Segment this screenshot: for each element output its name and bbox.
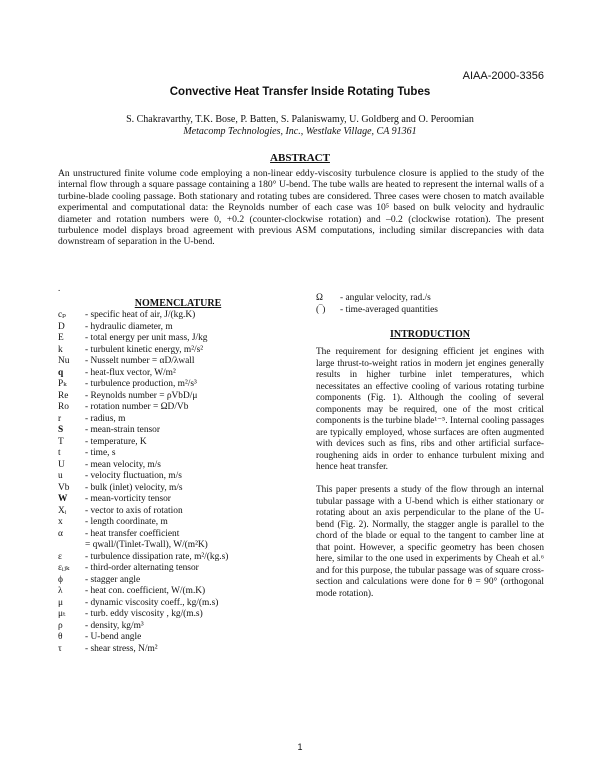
- paper-id: AIAA-2000-3356: [462, 70, 544, 82]
- nom-row: [58, 402, 298, 414]
- nom-row: [58, 621, 298, 633]
- nom-symbol: ρ: [58, 620, 63, 631]
- nom-definition: - turbulence production, m²/s³: [85, 379, 197, 389]
- nom-definition: - bulk (inlet) velocity, m/s: [85, 482, 183, 493]
- nom-symbol: θ: [58, 632, 63, 642]
- introduction-paragraph-2: This paper presents a study of the flow through an internal tubular passage with a U-bend which is either stationary or rotating about an axis perpendicular to the plane of the U-bend (Fig. 2). Normally, the stagger angle is parallel to the chord of the blade or equal to the tangent to camber line at that point. However, a specific geometry has been chosen here, similar to the one used in experiments by Cheah et al.⁶ and for this purpose, the tubular passage was of square cross-section and calculations were done for θ = 90° (orthogonal mode rotation).: [316, 485, 544, 599]
- nomenclature-list: [58, 310, 298, 655]
- nom-symbol: U: [58, 459, 65, 470]
- nom-definition: - shear stress, N/m²: [85, 643, 158, 654]
- nom-row: [58, 379, 298, 391]
- nom-definition: - radius, m: [85, 413, 126, 424]
- nom-row: [58, 517, 298, 529]
- abstract-heading: ABSTRACT: [270, 152, 330, 164]
- nom-row: [58, 448, 298, 460]
- introduction-heading: INTRODUCTION: [389, 329, 470, 340]
- nom-row: [58, 310, 298, 322]
- nom-row: [58, 368, 298, 380]
- nom-row: [58, 471, 298, 483]
- nom-symbol: ε: [58, 551, 62, 562]
- nomenclature-heading: NOMENCLATURE: [134, 298, 222, 309]
- nom-symbol: α: [58, 528, 63, 539]
- nom-row: [58, 609, 298, 621]
- nom-row: [58, 345, 298, 357]
- page-number: 1: [297, 742, 303, 752]
- nom-symbol: t: [58, 448, 61, 458]
- nom-row: [58, 575, 298, 587]
- nom-row: [58, 425, 298, 437]
- nom-symbol: τ: [58, 643, 62, 654]
- nom-definition: - hydraulic diameter, m: [85, 321, 173, 332]
- nom-row: [58, 598, 298, 610]
- nom-definition: - temperature, K: [85, 436, 147, 447]
- nom-definition: - turb. eddy viscosity , kg/(m.s): [85, 609, 203, 619]
- nom-definition: - mean-strain tensor: [85, 425, 160, 435]
- nom-definition: - turbulent kinetic energy, m²/s²: [85, 344, 204, 355]
- nom-symbol: Xᵢ: [58, 505, 67, 516]
- nom-definition: - rotation number = ΩD/Vb: [85, 402, 189, 412]
- nom-row: [58, 414, 298, 426]
- nom-definition: - mean-vorticity tensor: [85, 494, 171, 504]
- nom-symbol: ϕ: [58, 574, 63, 585]
- abstract-text: An unstructured finite volume code employing a non-linear eddy-viscosity turbulence closure is applied to the study of the internal flow through a square passage containing a 180° U-bend. The tube walls are heated to represent the internal walls of a turbine-blade cooling passage. Both stationary and rotating tubes are considered. Three cases were chosen to match available experimental and computational data: the Reynolds number of each case was 10⁵ based on bulk velocity and hydraulic diameter and rotation numbers were 0, +0.2 (counter-clockwise rotation) and –0.2 (clockwise rotation). The present turbulence model displays broad agreement with previous ASM computations, including similar discrepancies with data downstream of separation in the U-bend.: [58, 168, 544, 248]
- nom-symbol: T: [58, 436, 64, 447]
- nom-symbol: x: [58, 517, 63, 527]
- nom-definition: - stagger angle: [85, 574, 141, 585]
- nom-row: [58, 632, 298, 644]
- nomenclature-right: [316, 293, 438, 316]
- nom-definition: - dynamic viscosity coeff., kg/(m.s): [85, 597, 219, 608]
- nom-row: [58, 322, 298, 334]
- nom-row: [58, 483, 298, 495]
- nom-definition: - turbulence dissipation rate, m²/(kg.s): [85, 551, 229, 562]
- nom-definition: - mean velocity, m/s: [85, 459, 161, 470]
- nom-symbol: k: [58, 344, 63, 355]
- nom-symbol: Vb: [58, 482, 70, 493]
- nom-symbol: S: [58, 425, 64, 435]
- nom-symbol: Re: [58, 390, 69, 401]
- nom-definition: - density, kg/m³: [85, 620, 144, 631]
- nom-symbol: μ: [58, 597, 64, 608]
- nom-symbol: Nu: [58, 356, 70, 366]
- nom-row: [58, 437, 298, 449]
- nom-symbol: r: [58, 413, 62, 424]
- nom-row: [58, 494, 298, 506]
- nom-symbol: Ro: [58, 402, 69, 412]
- nom-definition: - heat transfer coefficient: [85, 528, 180, 539]
- nom-definition: - time, s: [85, 448, 116, 458]
- nom-row: [58, 356, 298, 368]
- nom-definition: - specific heat of air, J/(kg.K): [85, 310, 196, 320]
- nom-row: [316, 305, 438, 317]
- nom-row: [58, 391, 298, 403]
- nom-symbol: εᵢⱼₖ: [58, 563, 70, 573]
- nom-row: [58, 586, 298, 598]
- nom-definition: - total energy per unit mass, J/kg: [85, 333, 208, 343]
- alpha-continuation: = qwall/(Tinlet-Twall), W/(m²K): [85, 540, 208, 550]
- nom-definition: - time-averaged quantities: [340, 304, 438, 315]
- nom-row: [58, 552, 298, 564]
- authors: S. Chakravarthy, T.K. Bose, P. Batten, S. Palaniswamy, U. Goldberg and O. Peroomian: [126, 114, 474, 125]
- affiliation: Metacomp Technologies, Inc., Westlake Village, CA 91361: [183, 126, 417, 137]
- nom-symbol: q: [58, 367, 64, 378]
- nom-definition: - U-bend angle: [85, 632, 142, 642]
- nom-definition: - angular velocity, rad./s: [340, 293, 431, 303]
- nom-definition: - Nusselt number = αD/λwall: [85, 356, 195, 366]
- nom-symbol: μₜ: [58, 609, 66, 619]
- nom-symbol: E: [58, 333, 64, 343]
- nom-definition: - heat con. coefficient, W/(m.K): [85, 586, 206, 596]
- nom-symbol: Pₖ: [58, 379, 67, 389]
- nom-definition: - length coordinate, m: [85, 517, 168, 527]
- nom-row: [58, 506, 298, 518]
- stray-dot: .: [58, 283, 61, 293]
- nom-row: [58, 563, 298, 575]
- nom-row: [58, 644, 298, 656]
- nom-definition: - heat-flux vector, W/m²: [85, 367, 176, 378]
- nom-symbol: D: [58, 321, 65, 332]
- nom-definition: - third-order alternating tensor: [85, 563, 199, 573]
- nom-definition: - velocity fluctuation, m/s: [85, 471, 182, 481]
- nom-definition: - vector to axis of rotation: [85, 505, 183, 516]
- nom-symbol: cₚ: [58, 310, 66, 320]
- nom-symbol: W: [58, 494, 68, 504]
- nom-symbol: Ω: [316, 293, 323, 303]
- nom-row: [58, 529, 298, 541]
- nom-symbol: u: [58, 471, 63, 481]
- paper-title: Convective Heat Transfer Inside Rotating Tubes: [169, 86, 431, 98]
- nom-row: [58, 333, 298, 345]
- nom-row: [316, 293, 438, 305]
- nom-symbol: (‾): [316, 304, 326, 315]
- nom-row: [58, 460, 298, 472]
- nom-symbol: λ: [58, 586, 63, 596]
- introduction-body: [316, 347, 544, 600]
- introduction-paragraph-1: The requirement for designing efficient jet engines with large thrust-to-weight ratios in modern jet engines generally results in higher turbine inlet temperatures, which necessitates an effective cooling of various rotating turbine components (Fig. 1). Although the cooling of several components may be required, one of the most critical components is the turbine blade¹⁻⁵. Internal cooling passages are typically employed, whose surfaces are often augmented with devices such as fins, ribs and other artificial surface-roughening aids in order to enhance turbulent mixing and hence heat transfer.: [316, 347, 544, 472]
- nom-definition: - Reynolds number = ρVbD/μ: [85, 390, 198, 401]
